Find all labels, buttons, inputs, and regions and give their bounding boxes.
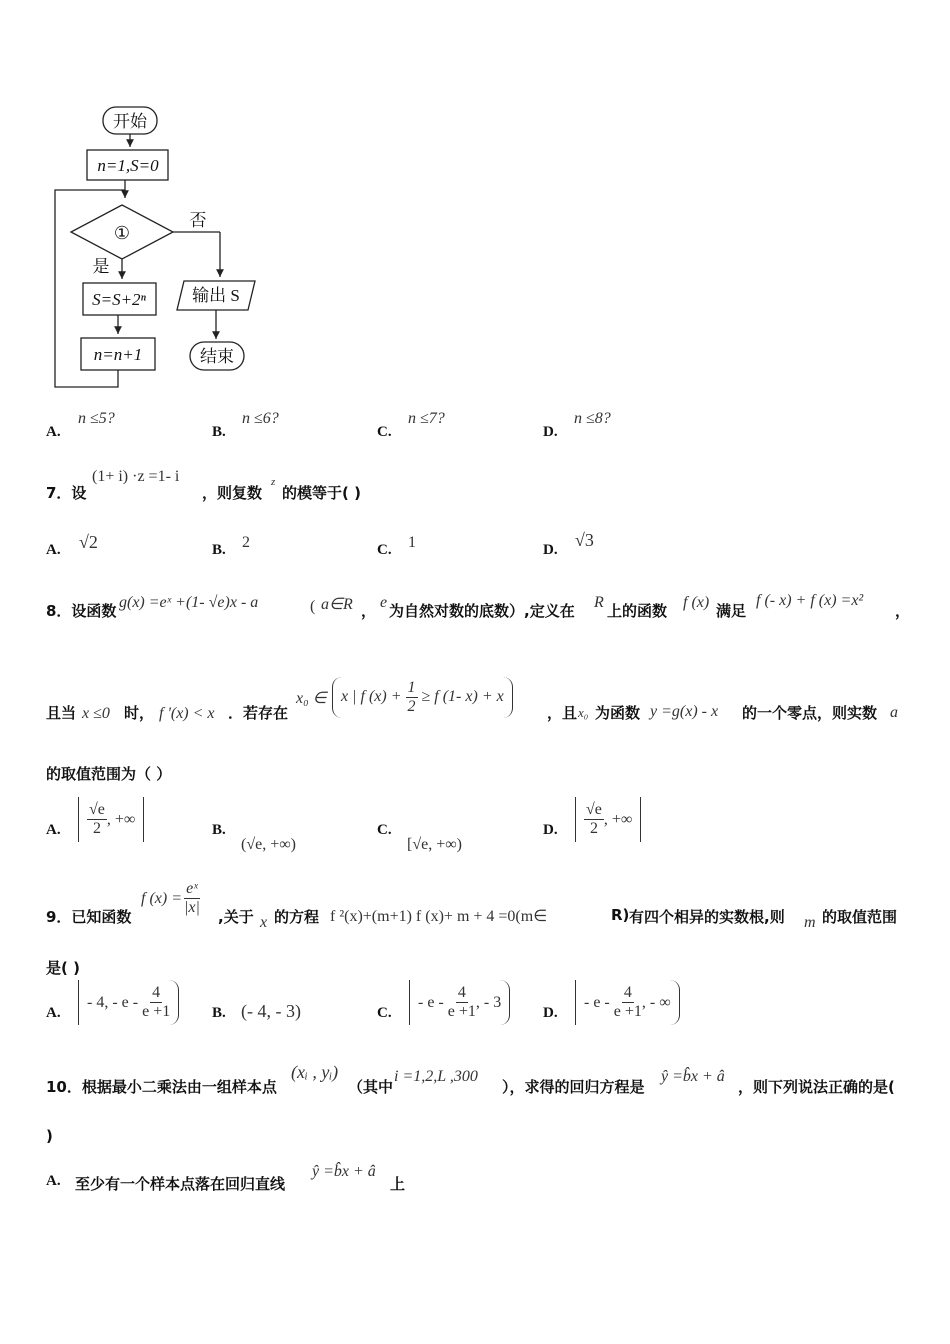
q8-x0: x₀	[578, 705, 589, 720]
option-label: C.	[377, 1005, 392, 1021]
flow-update-n-text: n=n+1	[93, 345, 143, 364]
option-label: A.	[46, 424, 61, 440]
q9-text: R)	[611, 906, 630, 924]
q7-prefix: 7．设	[46, 484, 87, 502]
q10-text: （其中	[348, 1078, 394, 1096]
option-value: n ≤5?	[78, 410, 115, 427]
q10-text: 10．根据最小二乘法由一组样本点	[46, 1078, 277, 1096]
q8-text: (	[310, 598, 316, 615]
option-value: (- 4, - 3)	[241, 1001, 301, 1021]
option-value: - 4, - e - $\frac{4}{e +1}$	[78, 980, 179, 1025]
q10-text: )	[46, 1127, 53, 1145]
option-label: A.	[46, 1005, 61, 1021]
flow-condition-text: ①	[113, 223, 131, 243]
option-value: $\frac{√e}{2}$ , +∞	[575, 797, 641, 842]
flow-end-text: 结束	[200, 347, 234, 366]
q8-f-symbol: f (x)	[683, 594, 710, 611]
option-value: - e - $\frac{4}{e +1}$ , - 3	[409, 980, 510, 1025]
option-value: 2	[242, 534, 250, 551]
option-text: 至少有一个样本点落在回归直线	[75, 1175, 286, 1193]
q8-text: ，且	[547, 704, 578, 722]
option-regression: ŷ =b̂x + â	[312, 1163, 376, 1180]
q10-regression: ŷ =b̂x + â	[661, 1068, 725, 1085]
q10-point: (xᵢ , yᵢ)	[291, 1062, 339, 1082]
q8-half: $\frac{1}{2}$	[407, 678, 416, 715]
flow-output-text: 输出 S	[192, 286, 240, 305]
flow-start-text: 开始	[113, 112, 147, 131]
q8-set-body: x | f (x) +	[341, 688, 402, 705]
q9-text: 的取值范围	[822, 908, 898, 926]
q7-suffix: 的模等于( )	[282, 484, 361, 502]
option-value: √2	[79, 532, 98, 552]
q8-text: 的一个零点，则实数	[742, 704, 878, 722]
q8-set-body: ≥ f (1- x) + x	[421, 688, 504, 705]
q7-var: z	[271, 476, 276, 488]
option-label: B.	[212, 822, 226, 838]
q8-text: ．若存在	[228, 704, 289, 722]
option-value: n ≤7?	[408, 410, 445, 427]
q10-text: ），求得的回归方程是	[502, 1078, 645, 1096]
q8-text: 为函数	[595, 704, 641, 722]
q8-text: 时，	[124, 704, 155, 722]
option-label: B.	[212, 542, 226, 558]
option-label: A.	[46, 822, 61, 838]
q8-a-in-r: a∈R	[321, 596, 353, 613]
q8-derivative: f '(x) < x	[159, 705, 215, 722]
option-value: - e - $\frac{4}{e +1}$ , - ∞	[575, 980, 680, 1025]
option-value: $\frac{√e}{2}$ , +∞	[78, 797, 144, 842]
q8-text: 且当	[46, 704, 77, 722]
q9-x-symbol: x	[260, 914, 268, 931]
option-value: (√e, +∞)	[241, 836, 296, 853]
q8-f-relation: f (- x) + f (x) =x²	[756, 592, 864, 609]
option-label: D.	[543, 542, 558, 558]
q8-text: 上的函数	[607, 602, 668, 620]
q7-equation: (1+ i) ·z =1- i	[92, 468, 180, 485]
q8-set-lhs: x₀ ∈	[296, 690, 327, 707]
q10-index: i =1,2,L ,300	[394, 1068, 478, 1085]
q9-equation: f ²(x)+(m+1) f (x)+ m + 4 =0(m∈	[330, 908, 548, 925]
q9-text: ,关于	[218, 908, 254, 926]
q8-e-symbol: e	[380, 594, 388, 611]
option-label: B.	[212, 1005, 226, 1021]
q8-condition: x ≤0	[82, 705, 110, 722]
flow-init-text: n=1,S=0	[97, 156, 159, 175]
q8-g-definition: g(x) =eˣ +(1- √e)x - a	[119, 594, 259, 611]
option-label: B.	[212, 424, 226, 440]
q8-text: 的取值范围为（ ）	[46, 765, 172, 783]
q8-set	[332, 673, 513, 721]
option-value: n ≤6?	[242, 410, 279, 427]
flow-no-label: 否	[189, 211, 207, 230]
q9-text: 9．已知函数	[46, 908, 132, 926]
q8-r-symbol: R	[594, 594, 604, 611]
q8-text: ，	[895, 602, 911, 620]
q8-a-symbol: a	[890, 704, 898, 721]
option-value: 1	[408, 534, 416, 551]
q9-text: 是( )	[46, 959, 80, 977]
q8-text: 满足	[716, 602, 747, 620]
q9-m-symbol: m	[804, 914, 816, 931]
q7-mid: ，则复数	[202, 484, 263, 502]
option-value: √3	[575, 530, 594, 550]
flowchart	[0, 0, 300, 400]
q8-y-definition: y =g(x) - x	[650, 703, 719, 720]
option-label: D.	[543, 424, 558, 440]
q9-f-definition: f (x) = $\frac{\text{eˣ}}{|x|}$	[141, 880, 200, 916]
option-label: D.	[543, 822, 558, 838]
q8-text: 为自然对数的底数）,定义在	[389, 602, 575, 620]
option-label: A.	[46, 542, 61, 558]
option-label: D.	[543, 1005, 558, 1021]
flow-yes-label: 是	[92, 257, 110, 276]
q9-text: 有四个相异的实数根,则	[629, 908, 785, 926]
option-label: C.	[377, 822, 392, 838]
option-value: n ≤8?	[574, 410, 611, 427]
q10-text: ，则下列说法正确的是(	[738, 1078, 895, 1096]
q8-text: 8．设函数	[46, 602, 117, 620]
flow-update-s-text: S=S+2ⁿ	[92, 290, 146, 309]
option-text: 上	[390, 1175, 406, 1193]
q8-text: ，	[361, 602, 377, 620]
q9-text: 的方程	[274, 908, 320, 926]
option-label: C.	[377, 424, 392, 440]
option-label: A.	[46, 1173, 61, 1189]
option-value: [√e, +∞)	[407, 836, 462, 853]
option-label: C.	[377, 542, 392, 558]
